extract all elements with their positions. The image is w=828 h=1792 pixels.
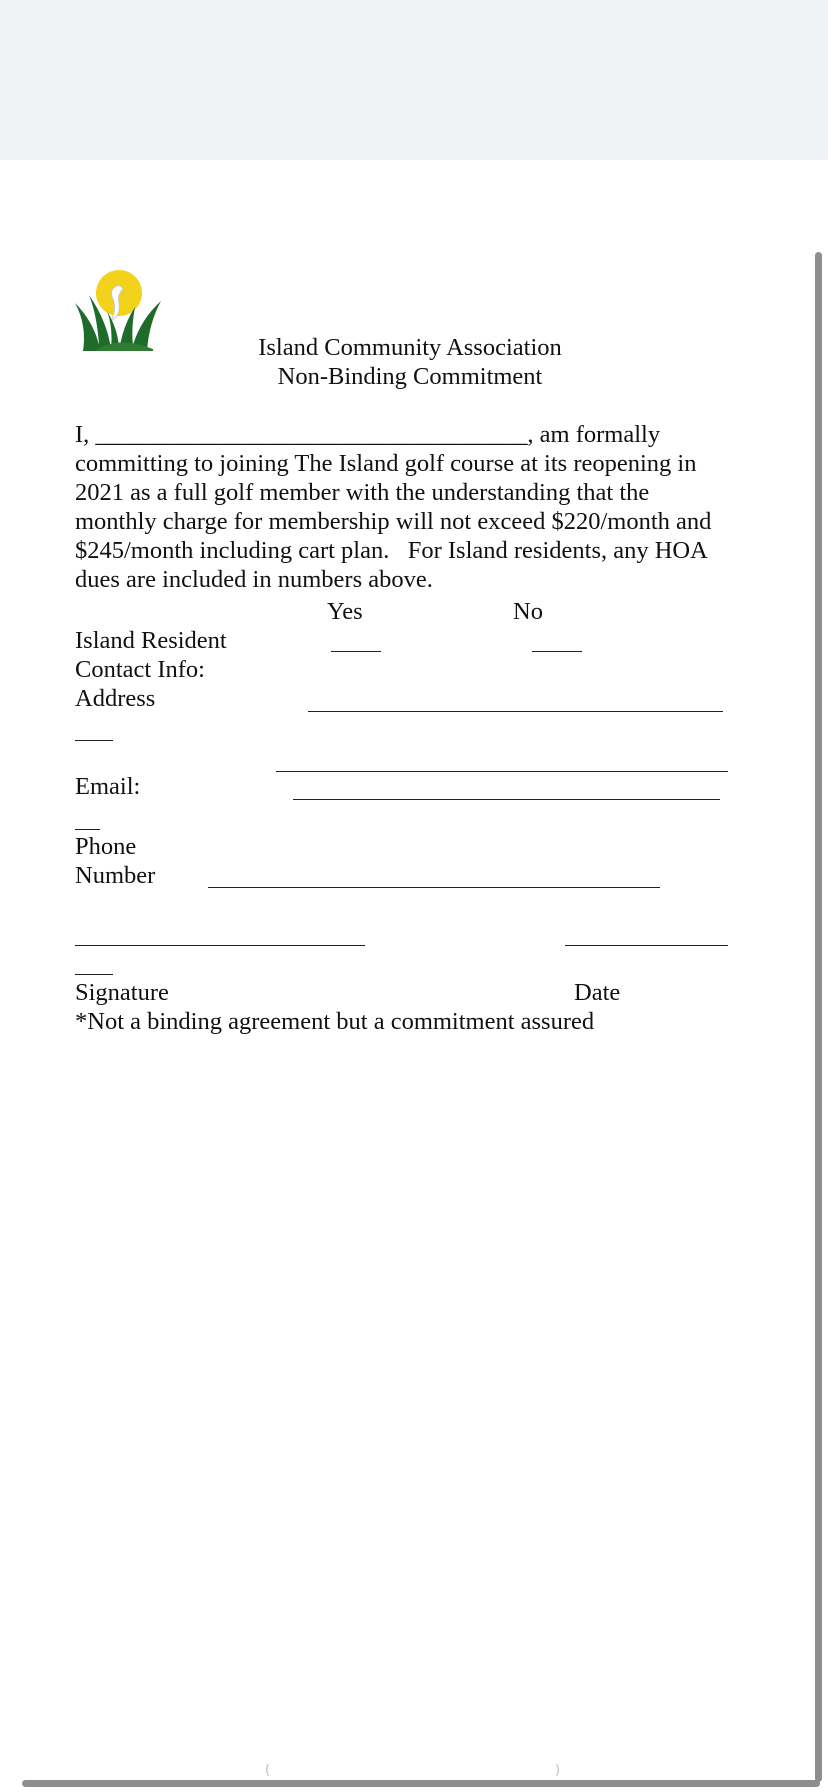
name-blank: ____________________________________ bbox=[95, 421, 528, 448]
email-blank bbox=[293, 799, 720, 800]
commitment-line-5: $245/month including cart plan. For Island residents, any HOA bbox=[75, 537, 708, 564]
commitment-line-3: 2021 as a full golf member with the understanding that the bbox=[75, 479, 650, 506]
date-label: Date bbox=[574, 979, 621, 1006]
commitment-line-2: committing to joining The Island golf course at its reopening in bbox=[75, 450, 697, 477]
no-blank bbox=[532, 651, 582, 652]
address-label: Address bbox=[75, 685, 156, 712]
vertical-scrollbar[interactable] bbox=[815, 252, 822, 1782]
signature-blank bbox=[75, 945, 365, 946]
commitment-line-1: I, ____________________________________, am formally bbox=[75, 421, 661, 448]
island-resident-label: Island Resident bbox=[75, 627, 227, 654]
document-title bbox=[230, 333, 590, 391]
title-line-1: Island Community Association bbox=[258, 334, 562, 361]
email-blank-wrap bbox=[75, 829, 100, 830]
address-blank-1 bbox=[308, 711, 723, 712]
signature-label: Signature bbox=[75, 979, 169, 1006]
contact-info-heading: Contact Info: bbox=[75, 656, 205, 683]
title-line-2: Non-Binding Commitment bbox=[277, 363, 543, 390]
footnote: *Not a binding agreement but a commitment assured bbox=[75, 1008, 595, 1035]
commitment-line-6: dues are included in numbers above. bbox=[75, 566, 433, 593]
scroll-left-icon[interactable]: ( bbox=[265, 1763, 271, 1778]
commitment-line-4: monthly charge for membership will not exceed $220/month and bbox=[75, 508, 712, 535]
yes-label: Yes bbox=[327, 598, 363, 625]
phone-label-1: Phone bbox=[75, 833, 137, 860]
no-label: No bbox=[513, 598, 543, 625]
horizontal-scrollbar[interactable] bbox=[22, 1780, 820, 1787]
document-page bbox=[0, 160, 828, 1792]
address-blank-1-wrap bbox=[75, 740, 113, 741]
heron-sun-grass-logo bbox=[73, 265, 163, 351]
signature-blank-wrap bbox=[75, 974, 113, 975]
phone-label-2: Number bbox=[75, 862, 156, 889]
address-blank-2 bbox=[276, 771, 728, 772]
yes-blank bbox=[331, 651, 381, 652]
date-blank bbox=[565, 945, 728, 946]
email-label: Email: bbox=[75, 773, 141, 800]
viewer-top-bar bbox=[0, 0, 828, 160]
scroll-right-icon[interactable]: ) bbox=[555, 1763, 561, 1778]
phone-blank bbox=[208, 887, 660, 888]
